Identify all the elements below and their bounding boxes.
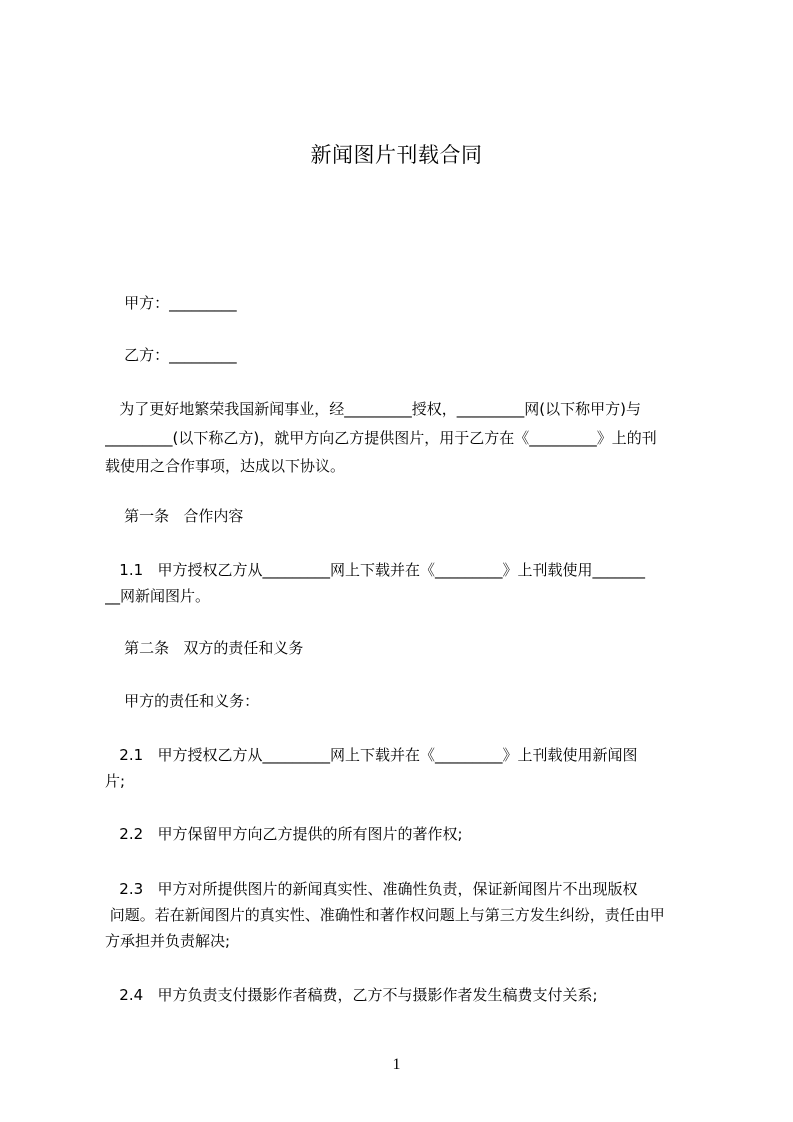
clause-1-1-line-1: 1.1 甲方授权乙方从_________网上下载并在《_________》上刊载使用_______: [105, 561, 645, 579]
preamble-line-1: 为了更好地繁荣我国新闻事业，经_________授权，_________网(以下称甲方)与: [105, 400, 642, 418]
clause-2-1-line-1: 2.1 甲方授权乙方从_________网上下载并在《_________》上刊载使用新闻图: [105, 746, 638, 764]
clause-2-3-line-1: 2.3 甲方对所提供图片的新闻真实性、准确性负责，保证新闻图片不出现版权: [105, 880, 638, 898]
article-2-heading: 第二条 双方的责任和义务: [105, 639, 304, 657]
clause-1-1-line-2: __网新闻图片。: [105, 587, 211, 605]
document-title: 新闻图片刊载合同: [310, 143, 483, 167]
clause-2-4: 2.4 甲方负责支付摄影作者稿费，乙方不与摄影作者发生稿费支付关系;: [105, 986, 598, 1004]
party-a-line: 甲方：_________: [105, 294, 237, 312]
preamble-line-2: _________(以下称乙方)，就甲方向乙方提供图片，用于乙方在《_________》上的刊: [105, 429, 657, 447]
party-a-duties-heading: 甲方的责任和义务：: [105, 692, 260, 710]
clause-2-1-line-2: 片;: [105, 772, 126, 790]
clause-2-3-line-3: 方承担并负责解决;: [105, 932, 231, 950]
preamble-line-3: 载使用之合作事项，达成以下协议。: [105, 457, 346, 475]
clause-2-3-line-2: 问题。若在新闻图片的真实性、准确性和著作权问题上与第三方发生纠纷，责任由甲: [105, 906, 665, 924]
article-1-heading: 第一条 合作内容: [105, 507, 244, 525]
party-b-line: 乙方：_________: [105, 346, 237, 364]
clause-2-2: 2.2 甲方保留甲方向乙方提供的所有图片的著作权;: [105, 825, 463, 843]
page-number: 1: [392, 1056, 401, 1073]
